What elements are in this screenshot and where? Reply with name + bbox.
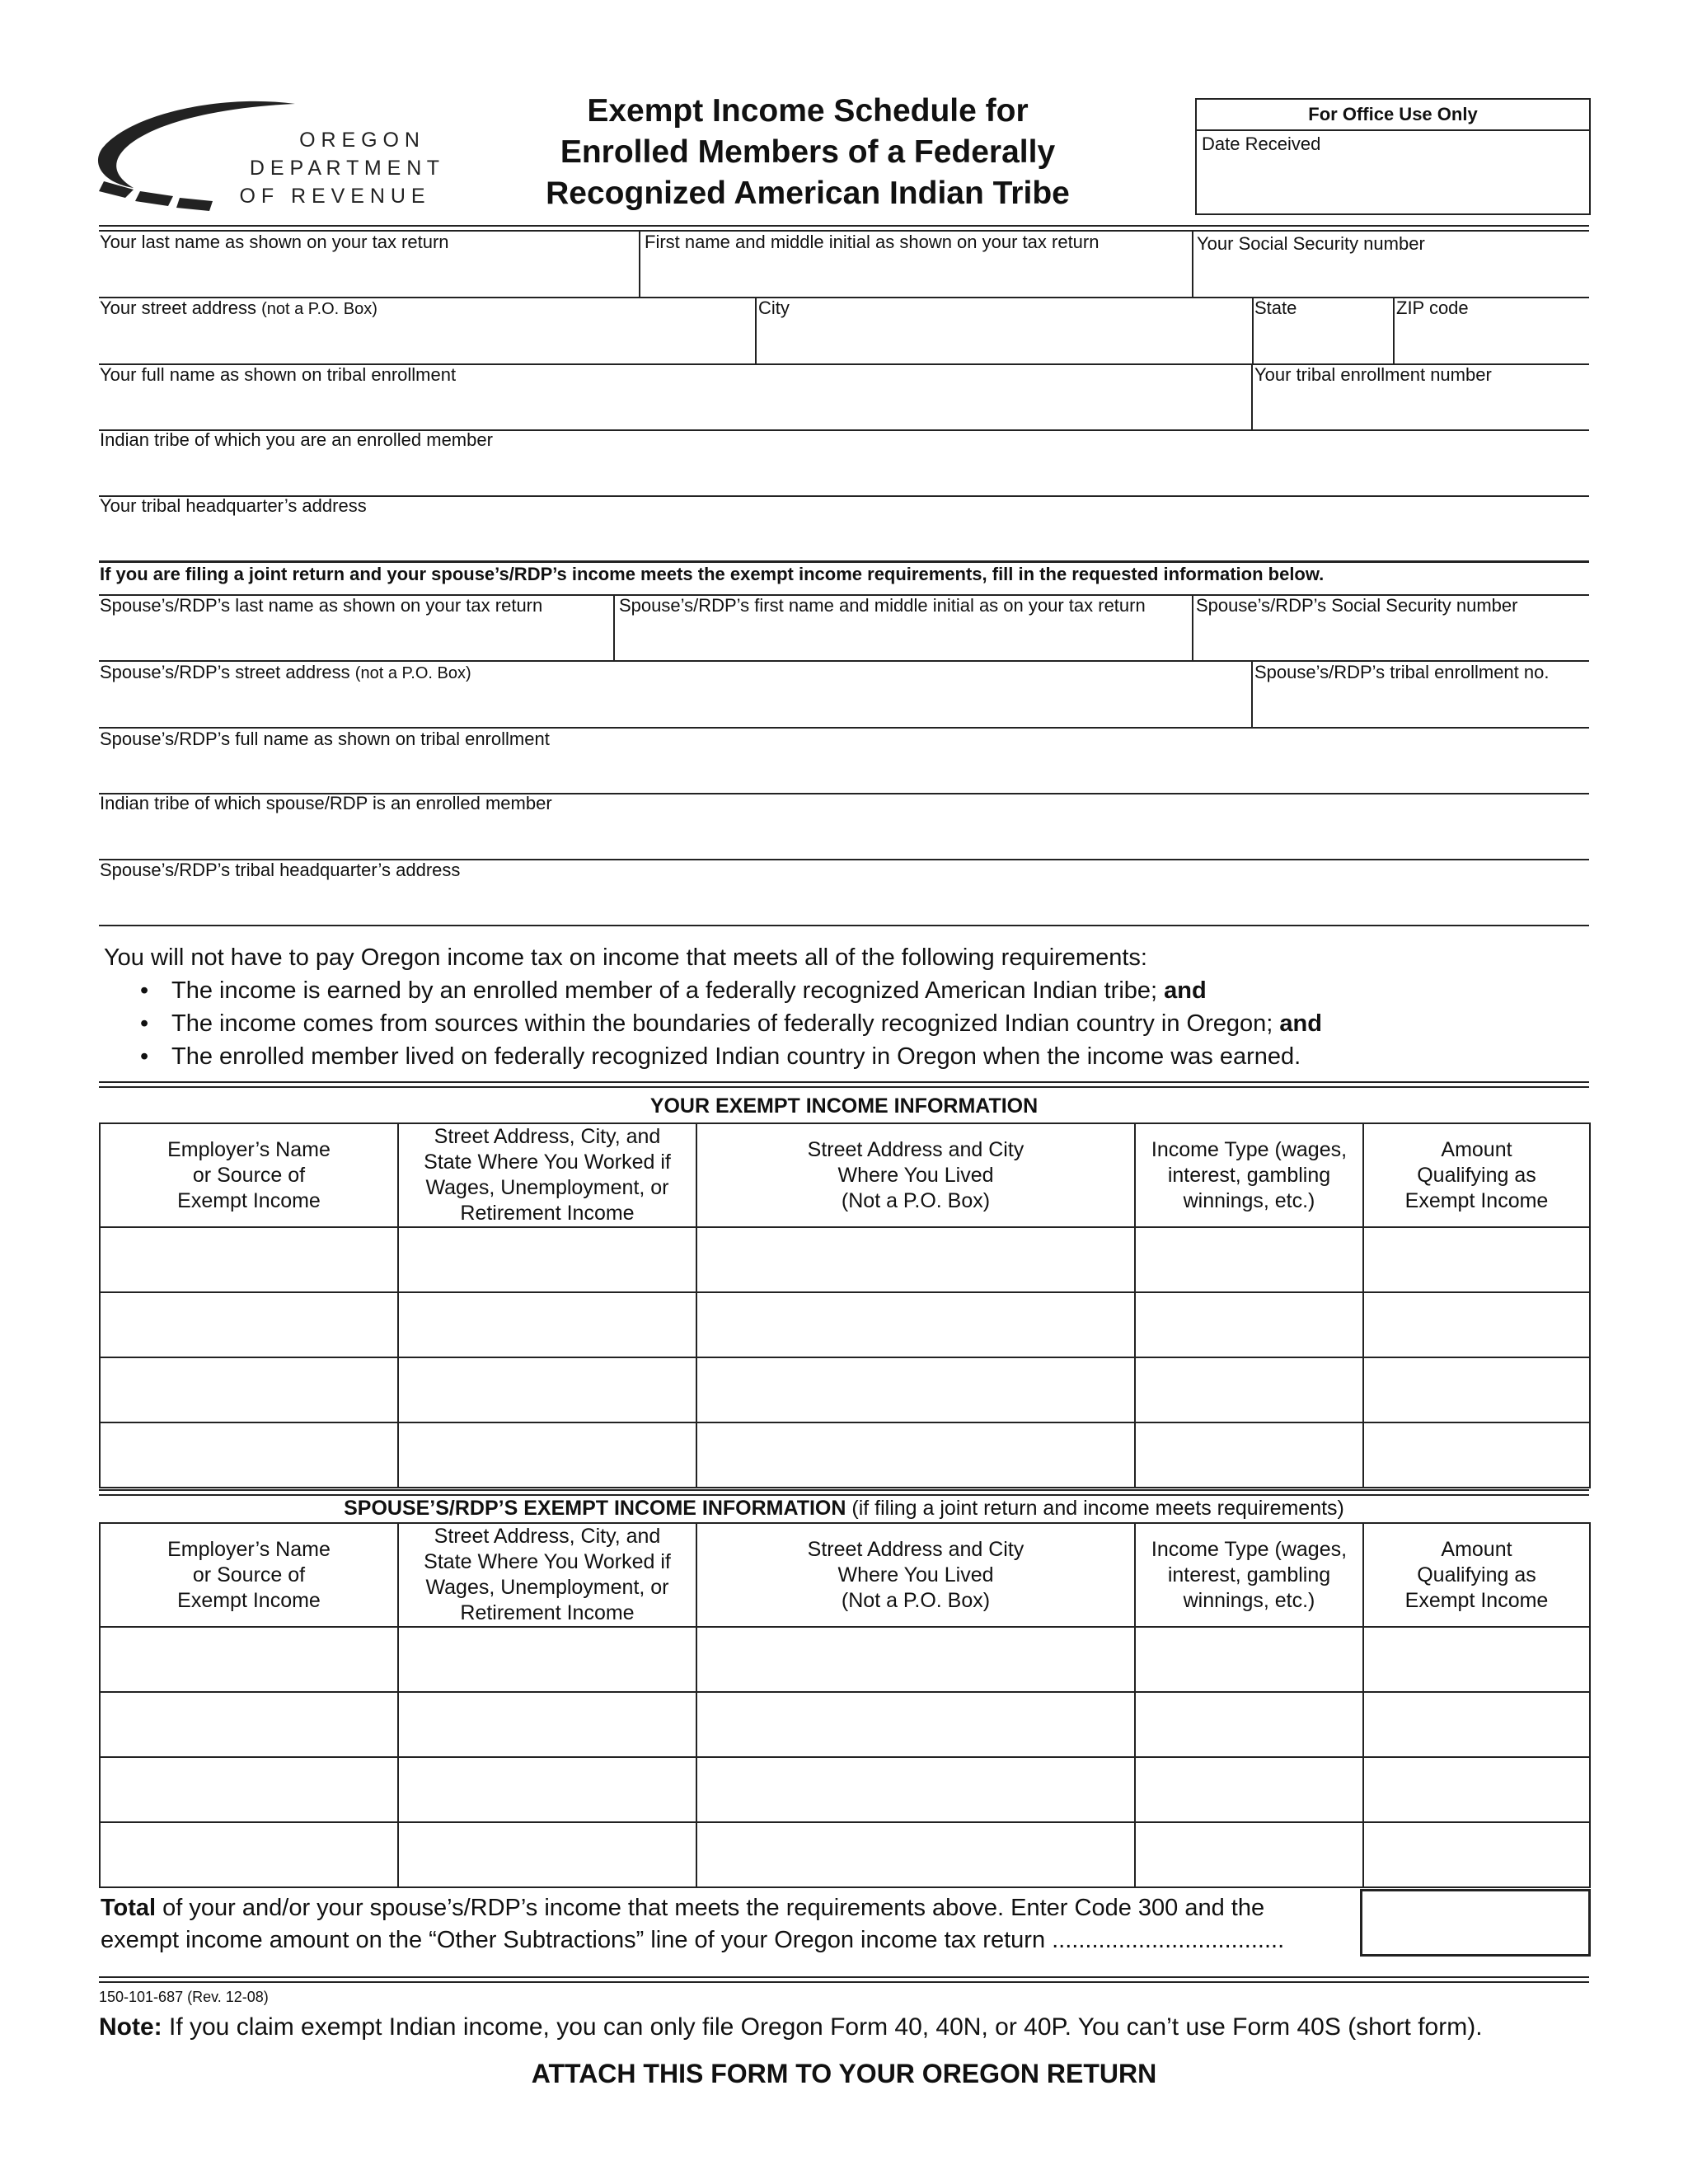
table-cell[interactable] (696, 1692, 1135, 1757)
table-row (100, 1757, 1590, 1822)
hq-address-label: Your tribal headquarter’s address (100, 495, 367, 516)
table-row (100, 1227, 1590, 1292)
col-residence-address (696, 1523, 1135, 1627)
spouse-ssn-field[interactable] (1194, 618, 1588, 659)
table-cell[interactable] (1135, 1357, 1363, 1422)
table-cell[interactable] (1363, 1822, 1590, 1887)
joint-return-notice: If you are filing a joint return and your spouse’s/RDP’s income meets the exempt income requirements, fill in the requested information below. (100, 564, 1325, 584)
divider (639, 230, 640, 298)
spouse-last-name-field[interactable] (99, 618, 612, 659)
header-line: or Source of (192, 1163, 306, 1187)
header-line: Exempt Income (1404, 1188, 1549, 1212)
table-cell[interactable] (100, 1757, 398, 1822)
last-name-label: Your last name as shown on your tax return (100, 232, 449, 252)
zip-field[interactable] (1396, 320, 1588, 363)
requirement-text: The income is earned by an enrolled member of a federally recognized American Indian tribe; (171, 977, 1158, 1004)
header-line: Exempt Income (177, 1588, 321, 1612)
divider (1252, 297, 1254, 364)
header-line: (Not a P.O. Box) (841, 1188, 991, 1212)
spouse-hq-address-label: Spouse’s/RDP’s tribal headquarter’s address (100, 860, 461, 880)
bullet-icon: • (140, 977, 149, 1004)
hq-address-field[interactable] (99, 518, 1588, 560)
table-cell[interactable] (398, 1227, 696, 1292)
header-line: Amount (1441, 1537, 1512, 1561)
spouse-full-name-label: Spouse’s/RDP’s full name as shown on tribal enrollment (100, 729, 550, 749)
header-line: Exempt Income (177, 1188, 321, 1212)
table-cell[interactable] (1363, 1292, 1590, 1357)
ssn-field[interactable] (1194, 254, 1588, 297)
table-row (100, 1627, 1590, 1692)
office-use-box (1195, 98, 1591, 215)
table-cell[interactable] (1135, 1822, 1363, 1887)
full-name-label: Your full name as shown on tribal enrollment (100, 364, 457, 385)
col-income-type (1135, 1523, 1363, 1627)
col-employer (100, 1523, 398, 1627)
total-line-1-text: of your and/or your spouse’s/RDP’s income that meets the requirements above. Enter Code 300 and the (156, 1895, 1265, 1921)
divider (1251, 660, 1253, 727)
rule (99, 560, 1589, 563)
double-rule (99, 1081, 1589, 1088)
table-cell[interactable] (1363, 1757, 1590, 1822)
header-line: Street Address, City, and (434, 1525, 661, 1548)
table-cell[interactable] (696, 1357, 1135, 1422)
title-line-2: Enrolled Members of a Federally (560, 134, 1056, 170)
table-cell[interactable] (398, 1627, 696, 1692)
table-cell[interactable] (100, 1822, 398, 1887)
table-cell[interactable] (100, 1357, 398, 1422)
header-line: State Where You Worked if (424, 1151, 671, 1174)
spouse-section-title-note: (if filing a joint return and income meets requirements) (851, 1497, 1344, 1520)
table-cell[interactable] (696, 1227, 1135, 1292)
col-work-address (398, 1123, 696, 1227)
spouse-section-title-bold: SPOUSE’S/RDP’S EXEMPT INCOME INFORMATION (344, 1497, 846, 1520)
spouse-first-name-label: Spouse’s/RDP’s first name and middle initial as on your tax return (619, 595, 1146, 616)
spouse-enrollment-number-label: Spouse’s/RDP’s tribal enrollment no. (1254, 662, 1550, 682)
header-line: Income Type (wages, (1151, 1537, 1348, 1561)
col-employer (100, 1123, 398, 1227)
requirement-item-1 (171, 974, 1207, 1007)
header-line: Qualifying as (1417, 1563, 1536, 1586)
table-row (100, 1822, 1590, 1887)
table-cell[interactable] (1363, 1227, 1590, 1292)
divider (1192, 230, 1193, 298)
oregon-dor-logo (97, 97, 443, 213)
table-cell[interactable] (1135, 1692, 1363, 1757)
table-cell[interactable] (1135, 1227, 1363, 1292)
header-line: winnings, etc.) (1183, 1188, 1315, 1212)
date-received-label: Date Received (1202, 134, 1321, 154)
double-rule (99, 1489, 1589, 1496)
divider (755, 297, 757, 364)
spouse-street-address-note: (not a P.O. Box) (354, 664, 471, 682)
header-line: Where You Lived (837, 1563, 994, 1586)
requirement-text: The enrolled member lived on federally recognized Indian country in Oregon when the income was earned. (171, 1043, 1301, 1070)
header-line: Employer’s Name (167, 1137, 331, 1161)
table-cell[interactable] (100, 1292, 398, 1357)
header-line: winnings, etc.) (1183, 1588, 1315, 1612)
col-amount (1363, 1523, 1590, 1627)
enrollment-number-label: Your tribal enrollment number (1254, 364, 1492, 385)
bullet-icon: • (140, 1010, 149, 1037)
street-address-label (100, 298, 377, 320)
requirement-and: and (1279, 1010, 1322, 1037)
header-line: Retirement Income (460, 1601, 635, 1624)
header-line: Exempt Income (1404, 1588, 1549, 1612)
header-line: Street Address, City, and (434, 1125, 661, 1148)
spouse-income-table (99, 1522, 1591, 1888)
col-residence-address (696, 1123, 1135, 1227)
header-line: State Where You Worked if (424, 1550, 671, 1573)
total-line-1 (101, 1892, 1284, 1924)
header-line: Income Type (wages, (1151, 1137, 1348, 1161)
table-cell[interactable] (1135, 1422, 1363, 1488)
attach-instruction: ATTACH THIS FORM TO YOUR OREGON RETURN (531, 2059, 1157, 2088)
col-amount (1363, 1123, 1590, 1227)
divider (1251, 363, 1253, 429)
header-line: Wages, Unemployment, or (425, 1576, 669, 1599)
note-text: If you claim exempt Indian income, you can only file Oregon Form 40, 40N, or 40P. You can’t use Form 40S (short form). (162, 2013, 1483, 2041)
double-rule (99, 1976, 1589, 1983)
table-cell[interactable] (398, 1292, 696, 1357)
header-line: Street Address and City (807, 1137, 1025, 1161)
table-cell[interactable] (100, 1422, 398, 1488)
spouse-enrollment-number-field[interactable] (1254, 684, 1588, 725)
street-address-field[interactable] (99, 320, 753, 363)
header-line: Qualifying as (1417, 1163, 1536, 1187)
tribe-field[interactable] (99, 452, 1588, 494)
table-cell[interactable] (696, 1292, 1135, 1357)
header-line: Wages, Unemployment, or (425, 1176, 669, 1199)
table-cell[interactable] (100, 1227, 398, 1292)
header-line: Retirement Income (460, 1202, 635, 1225)
your-income-section-title: YOUR EXEMPT INCOME INFORMATION (649, 1094, 1039, 1118)
table-cell[interactable] (696, 1422, 1135, 1488)
full-name-field[interactable] (99, 386, 1250, 429)
form-title (495, 91, 1121, 214)
header-line: (Not a P.O. Box) (841, 1588, 991, 1612)
city-field[interactable] (758, 320, 1250, 363)
table-cell[interactable] (1363, 1627, 1590, 1692)
rule (99, 925, 1589, 926)
table-cell[interactable] (398, 1422, 696, 1488)
spouse-last-name-label: Spouse’s/RDP’s last name as shown on your tax return (100, 595, 543, 616)
table-cell[interactable] (398, 1822, 696, 1887)
spouse-full-name-field[interactable] (99, 750, 1588, 791)
logo-line-of-revenue: O F R E V E N U E (239, 185, 425, 208)
street-address-label-text: Your street address (100, 298, 256, 318)
header-line: interest, gambling (1167, 1563, 1331, 1586)
requirement-text: The income comes from sources within the boundaries of federally recognized Indian country in Oregon; (171, 1010, 1273, 1037)
spouse-ssn-label: Spouse’s/RDP’s Social Security number (1196, 595, 1518, 616)
table-cell[interactable] (1135, 1627, 1363, 1692)
form-note (99, 2013, 1483, 2042)
note-bold: Note: (99, 2013, 162, 2041)
your-income-table (99, 1122, 1591, 1488)
table-row (100, 1692, 1590, 1757)
enrollment-number-field[interactable] (1254, 386, 1588, 429)
spouse-hq-address-field[interactable] (99, 882, 1588, 923)
total-instruction (101, 1892, 1284, 1957)
total-amount-field[interactable] (1360, 1889, 1591, 1957)
office-use-header: For Office Use Only (1197, 100, 1589, 131)
divider (1192, 594, 1193, 660)
table-cell[interactable] (696, 1627, 1135, 1692)
first-name-label: First name and middle initial as shown on your tax return (645, 232, 1100, 252)
logo-line-oregon: O R E G O N (299, 129, 420, 152)
table-cell[interactable] (398, 1357, 696, 1422)
table-cell[interactable] (696, 1757, 1135, 1822)
requirement-item-2 (171, 1007, 1322, 1040)
spouse-street-address-field[interactable] (99, 684, 1250, 725)
bullet-icon: • (140, 1043, 149, 1070)
table-cell[interactable] (1135, 1757, 1363, 1822)
table-cell[interactable] (696, 1822, 1135, 1887)
spouse-street-address-text: Spouse’s/RDP’s street address (100, 662, 350, 682)
table-cell[interactable] (1363, 1692, 1590, 1757)
street-address-note: (not a P.O. Box) (261, 300, 377, 318)
title-line-1: Exempt Income Schedule for (587, 93, 1029, 129)
requirements-intro: You will not have to pay Oregon income tax on income that meets all of the following requirements: (104, 944, 1147, 971)
table-cell[interactable] (100, 1692, 398, 1757)
table-cell[interactable] (100, 1627, 398, 1692)
table-cell[interactable] (1363, 1357, 1590, 1422)
table-row (100, 1357, 1590, 1422)
spouse-tribe-label: Indian tribe of which spouse/RDP is an enrolled member (100, 793, 552, 813)
header-line: Where You Lived (837, 1163, 994, 1187)
table-row (100, 1292, 1590, 1357)
header-line: Street Address and City (807, 1537, 1025, 1561)
divider (613, 594, 615, 660)
header-line: interest, gambling (1167, 1163, 1331, 1187)
spouse-tribe-field[interactable] (99, 816, 1588, 857)
city-label: City (758, 298, 790, 318)
table-cell[interactable] (1135, 1292, 1363, 1357)
requirement-item-3 (171, 1040, 1301, 1073)
title-line-3: Recognized American Indian Tribe (546, 176, 1070, 211)
rule (99, 225, 1589, 227)
ssn-label: Your Social Security number (1197, 233, 1425, 254)
total-bold: Total (101, 1895, 157, 1921)
col-work-address (398, 1523, 696, 1627)
state-label: State (1254, 298, 1297, 318)
form-number: 150-101-687 (Rev. 12-08) (99, 1989, 269, 2005)
header-line: or Source of (192, 1563, 306, 1586)
table-header-row (100, 1123, 1590, 1227)
spouse-income-section-title (99, 1496, 1589, 1521)
table-cell[interactable] (1363, 1422, 1590, 1488)
divider (1393, 297, 1395, 364)
table-cell[interactable] (398, 1757, 696, 1822)
requirement-and: and (1164, 977, 1207, 1004)
first-name-field[interactable] (641, 254, 1190, 297)
spouse-street-address-label (100, 662, 471, 684)
logo-line-department: D E P A R T M E N T (249, 157, 440, 180)
table-cell[interactable] (398, 1692, 696, 1757)
tribe-label: Indian tribe of which you are an enrolled member (100, 429, 493, 450)
state-field[interactable] (1254, 320, 1391, 363)
table-header-row (100, 1523, 1590, 1627)
table-row (100, 1422, 1590, 1488)
total-line-2: exempt income amount on the “Other Subtractions” line of your Oregon income tax return ................................... (101, 1927, 1285, 1953)
header-line: Employer’s Name (167, 1537, 331, 1561)
spouse-first-name-field[interactable] (617, 618, 1190, 659)
header-line: Amount (1441, 1137, 1512, 1161)
date-received-field[interactable] (1197, 131, 1589, 212)
zip-label: ZIP code (1396, 298, 1469, 318)
col-income-type (1135, 1123, 1363, 1227)
last-name-field[interactable] (99, 254, 638, 297)
